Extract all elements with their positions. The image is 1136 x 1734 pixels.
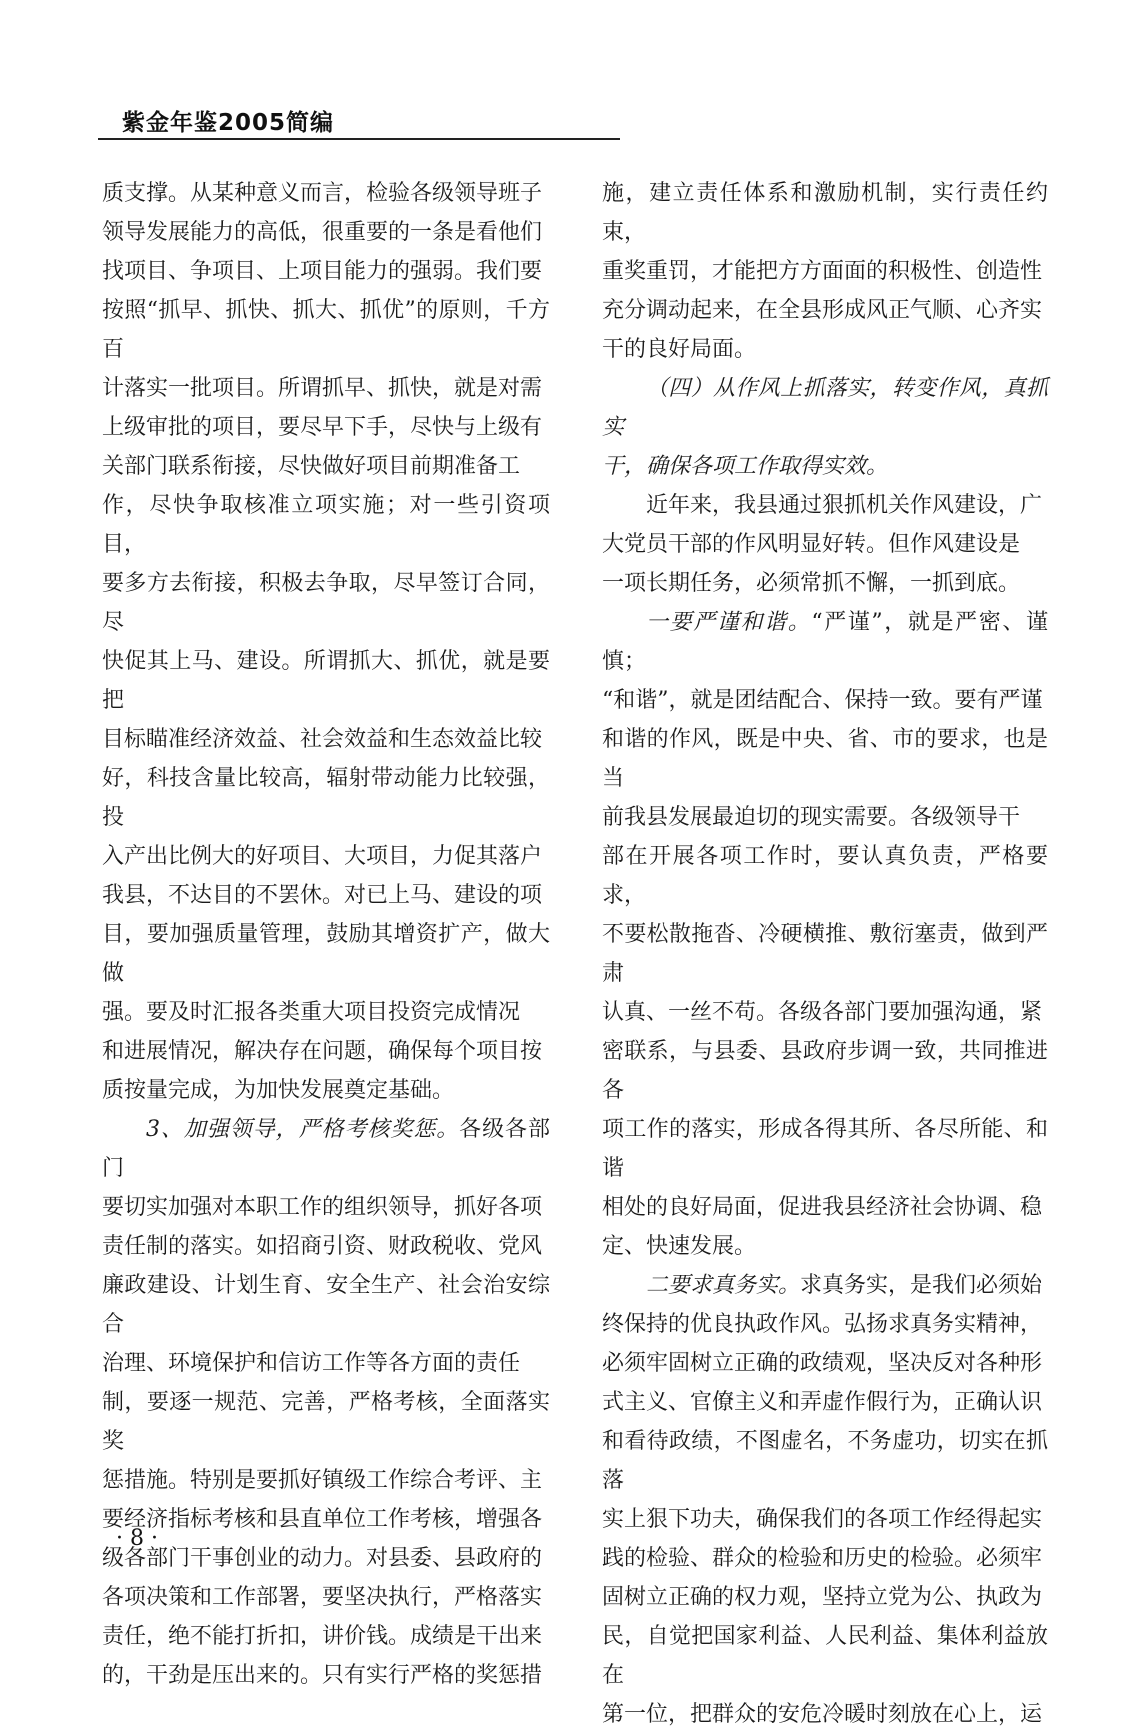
- paragraph-heading: 一要严谨和谐。: [646, 610, 812, 635]
- paragraph-pragmatism: [602, 1266, 1048, 1734]
- paragraph-work-style-intro: 近年来，我县通过狠抓机关作风建设，广 大党员干部的作风明显好转。但作风建设是 一项长期任务，必须常抓不懈，一抓到底。: [602, 493, 1043, 596]
- left-column: [102, 174, 550, 1695]
- page-number: · 8 ·: [116, 1526, 158, 1551]
- paragraph-body: “严谨”，就是严密、谨慎； “和谐”，就是团结配合、保持一致。要有严谨 和谐的作风，既是中央、省、市的要求，也是当 前我县发展最迫切的现实需要。各级领导干 部在开展各项工作时，要认真负责，严格要求， 不要松散拖沓、冷硬横推、敷衍塞责，做到严肃 认真、一丝不苟。各级各部门要加强沟通，紧 密联系，与县委、县政府步调一致，共同推进各 项工作的落实，形成各得其所、各尽所能、和谐 相处的良好局面，促进我县经济社会协调、稳 定、快速发展。: [602, 610, 1048, 1259]
- paragraph-incentive-mechanism: 施，建立责任体系和激励机制，实行责任约束， 重奖重罚，才能把方方面面的积极性、创造性 充分调动起来，在全县形成风正气顺、心齐实 干的良好局面。: [602, 181, 1048, 362]
- paragraph-heading: 3、加强领导，严格考核奖惩。: [146, 1117, 460, 1142]
- right-column: [602, 174, 1048, 1734]
- header-rule: [98, 138, 620, 140]
- paragraph-heading: 二要求真务实。: [646, 1273, 801, 1298]
- paragraph-leadership-assessment: [102, 1110, 550, 1695]
- section-heading-work-style: （四）从作风上抓落实，转变作风，真抓实 干，确保各项工作取得实效。: [602, 376, 1048, 479]
- paragraph-body: 求真务实，是我们必须始 终保持的优良执政作风。弘扬求真务实精神， 必须牢固树立正确的政绩观，坚决反对各种形 式主义、官僚主义和弄虚作假行为，正确认识 和看待政绩，不图虚名，不务虚功，切实在抓落 实上狠下功夫，确保我们的各项工作经得起实 践的检验、群众的检验和历史的检验。必须牢 固树立正确的权力观，坚持立党为公、执政为 民，自觉把国家利益、人民利益、集体利益放在 第一位，把群众的安危冷暖时刻放在心上，运: [602, 1273, 1048, 1727]
- paragraph-body: 各级各部门 要切实加强对本职工作的组织领导，抓好各项 责任制的落实。如招商引资、财政税收、党风 廉政建设、计划生育、安全生产、社会治安综合 治理、环境保护和信访工作等各方面的责任 制，要逐一规范、完善，严格考核，全面落实奖 惩措施。特别是要抓好镇级工作综合考评、主 要经济指标考核和县直单位工作考核，增强各 级各部门干事创业的动力。对县委、县政府的 各项决策和工作部署，要坚决执行，严格落实 责任，绝不能打折扣，讲价钱。成绩是干出来 的，干劲是压出来的。只有实行严格的奖惩措: [102, 1117, 550, 1688]
- running-head: 紫金年鉴2005简编: [122, 110, 335, 136]
- paragraph-project-support: 质支撑。从某种意义而言，检验各级领导班子 领导发展能力的高低，很重要的一条是看他们 找项目、争项目、上项目能力的强弱。我们要 按照“抓早、抓快、抓大、抓优”的原则，千方百 计落实一批项目。所谓抓早、抓快，就是对需 上级审批的项目，要尽早下手，尽快与上级有 关部门联系衔接，尽快做好项目前期准备工 作，尽快争取核准立项实施；对一些引资项目， 要多方去衔接，积极去争取，尽早签订合同，尽 快促其上马、建设。所谓抓大、抓优，就是要把 目标瞄准经济效益、社会效益和生态效益比较 好，科技含量比较高，辐射带动能力比较强，投 入产出比例大的好项目、大项目，力促其落户 我县，不达目的不罢休。对已上马、建设的项 目，要加强质量管理，鼓励其增资扩产，做大做 强。要及时汇报各类重大项目投资完成情况 和进展情况，解决存在问题，确保每个项目按 质按量完成，为加快发展奠定基础。: [102, 181, 550, 1103]
- paragraph-rigor-harmony: [602, 603, 1048, 1266]
